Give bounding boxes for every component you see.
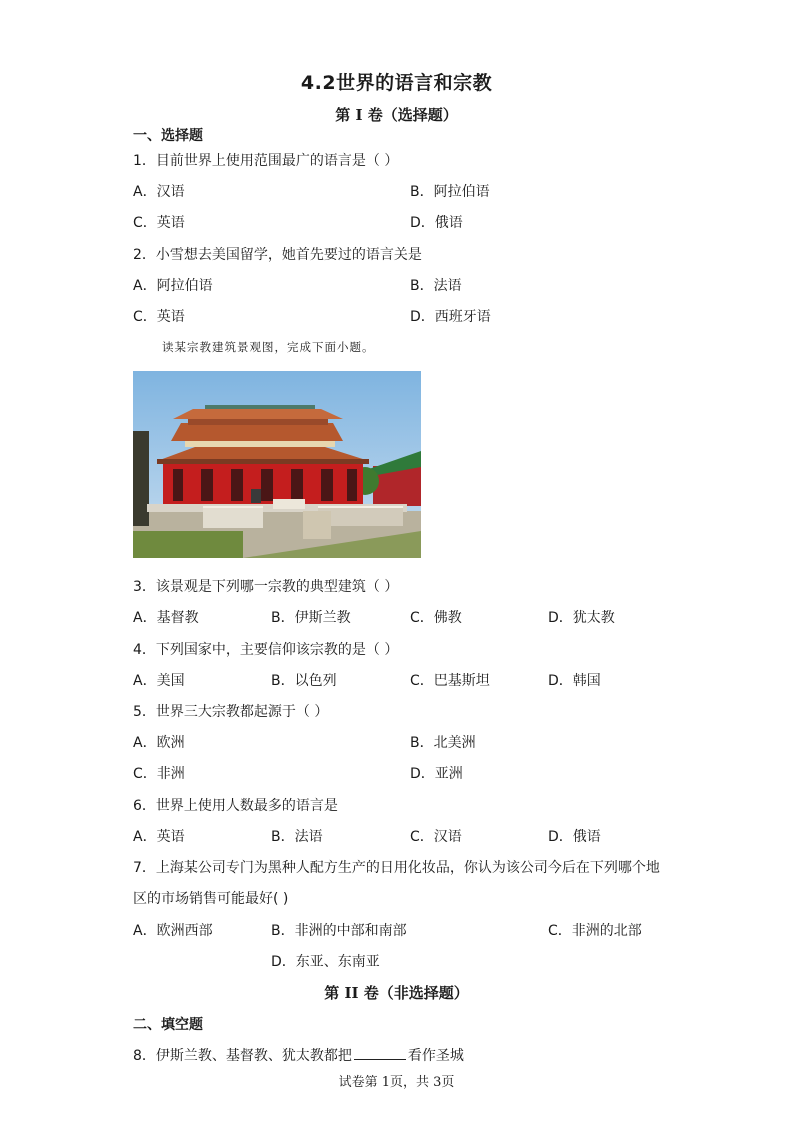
question-7-stem-line-1: 7．上海某公司专门为黑种人配方生产的日用化妆品，你认为该公司今后在下列哪个地 bbox=[133, 860, 660, 876]
temple-photo bbox=[133, 371, 421, 558]
q1-option-c: C．英语 bbox=[133, 215, 185, 231]
q1-option-a: A．汉语 bbox=[133, 184, 185, 200]
question-5-stem: 5．世界三大宗教都起源于（ ） bbox=[133, 704, 329, 720]
question-6-stem: 6．世界上使用人数最多的语言是 bbox=[133, 798, 338, 814]
q6-option-a: A．英语 bbox=[133, 829, 185, 845]
q5-option-b: B．北美洲 bbox=[410, 735, 476, 751]
question-8-text-after: 看作圣城 bbox=[407, 1048, 464, 1064]
q4-option-c: C．巴基斯坦 bbox=[410, 673, 490, 689]
q4-option-a: A．美国 bbox=[133, 673, 185, 689]
section-1-heading: 一、选择题 bbox=[133, 128, 203, 144]
q4-option-b: B．以色列 bbox=[271, 673, 337, 689]
page-title: 4.2世界的语言和宗教 bbox=[300, 72, 493, 94]
question-1-stem: 1．目前世界上使用范围最广的语言是（ ） bbox=[133, 153, 399, 169]
volume-1-heading: 第 I 卷（选择题） bbox=[335, 106, 458, 124]
question-4-stem: 4．下列国家中，主要信仰该宗教的是（ ） bbox=[133, 642, 399, 658]
q5-option-d: D．亚洲 bbox=[410, 766, 463, 782]
q1-option-b: B．阿拉伯语 bbox=[410, 184, 490, 200]
q7-option-a: A．欧洲西部 bbox=[133, 923, 213, 939]
section-2-heading: 二、填空题 bbox=[133, 1017, 203, 1033]
q7-option-d: D．东亚、东南亚 bbox=[271, 954, 380, 970]
q3-option-b: B．伊斯兰教 bbox=[271, 610, 351, 626]
question-8-text-before: 8．伊斯兰教、基督教、犹太教都把 bbox=[133, 1048, 352, 1064]
q3-option-c: C．佛教 bbox=[410, 610, 462, 626]
question-7-stem-line-2: 区的市场销售可能最好( ) bbox=[133, 891, 289, 907]
q3-option-a: A．基督教 bbox=[133, 610, 199, 626]
q3-option-d: D．犹太教 bbox=[548, 610, 615, 626]
q7-option-b: B．非洲的中部和南部 bbox=[271, 923, 407, 939]
q5-option-a: A．欧洲 bbox=[133, 735, 185, 751]
q1-option-d: D．俄语 bbox=[410, 215, 463, 231]
question-2-stem: 2．小雪想去美国留学，她首先要过的语言关是 bbox=[133, 247, 422, 263]
question-8 bbox=[133, 1045, 464, 1065]
q6-option-d: D．俄语 bbox=[548, 829, 601, 845]
page-footer: 试卷第 1页，共 3页 bbox=[338, 1075, 455, 1090]
reading-instruction: 读某宗教建筑景观图，完成下面小题。 bbox=[162, 340, 375, 354]
q6-option-c: C．汉语 bbox=[410, 829, 462, 845]
q2-option-b: B．法语 bbox=[410, 278, 462, 294]
q7-option-c: C．非洲的北部 bbox=[548, 923, 642, 939]
volume-2-heading: 第 II 卷（非选择题） bbox=[324, 984, 469, 1002]
fill-in-blank[interactable] bbox=[354, 1047, 406, 1060]
q6-option-b: B．法语 bbox=[271, 829, 323, 845]
question-3-stem: 3．该景观是下列哪一宗教的典型建筑（ ） bbox=[133, 579, 399, 595]
q4-option-d: D．韩国 bbox=[548, 673, 601, 689]
q2-option-a: A．阿拉伯语 bbox=[133, 278, 213, 294]
q2-option-d: D．西班牙语 bbox=[410, 309, 491, 325]
q2-option-c: C．英语 bbox=[133, 309, 185, 325]
q5-option-c: C．非洲 bbox=[133, 766, 185, 782]
